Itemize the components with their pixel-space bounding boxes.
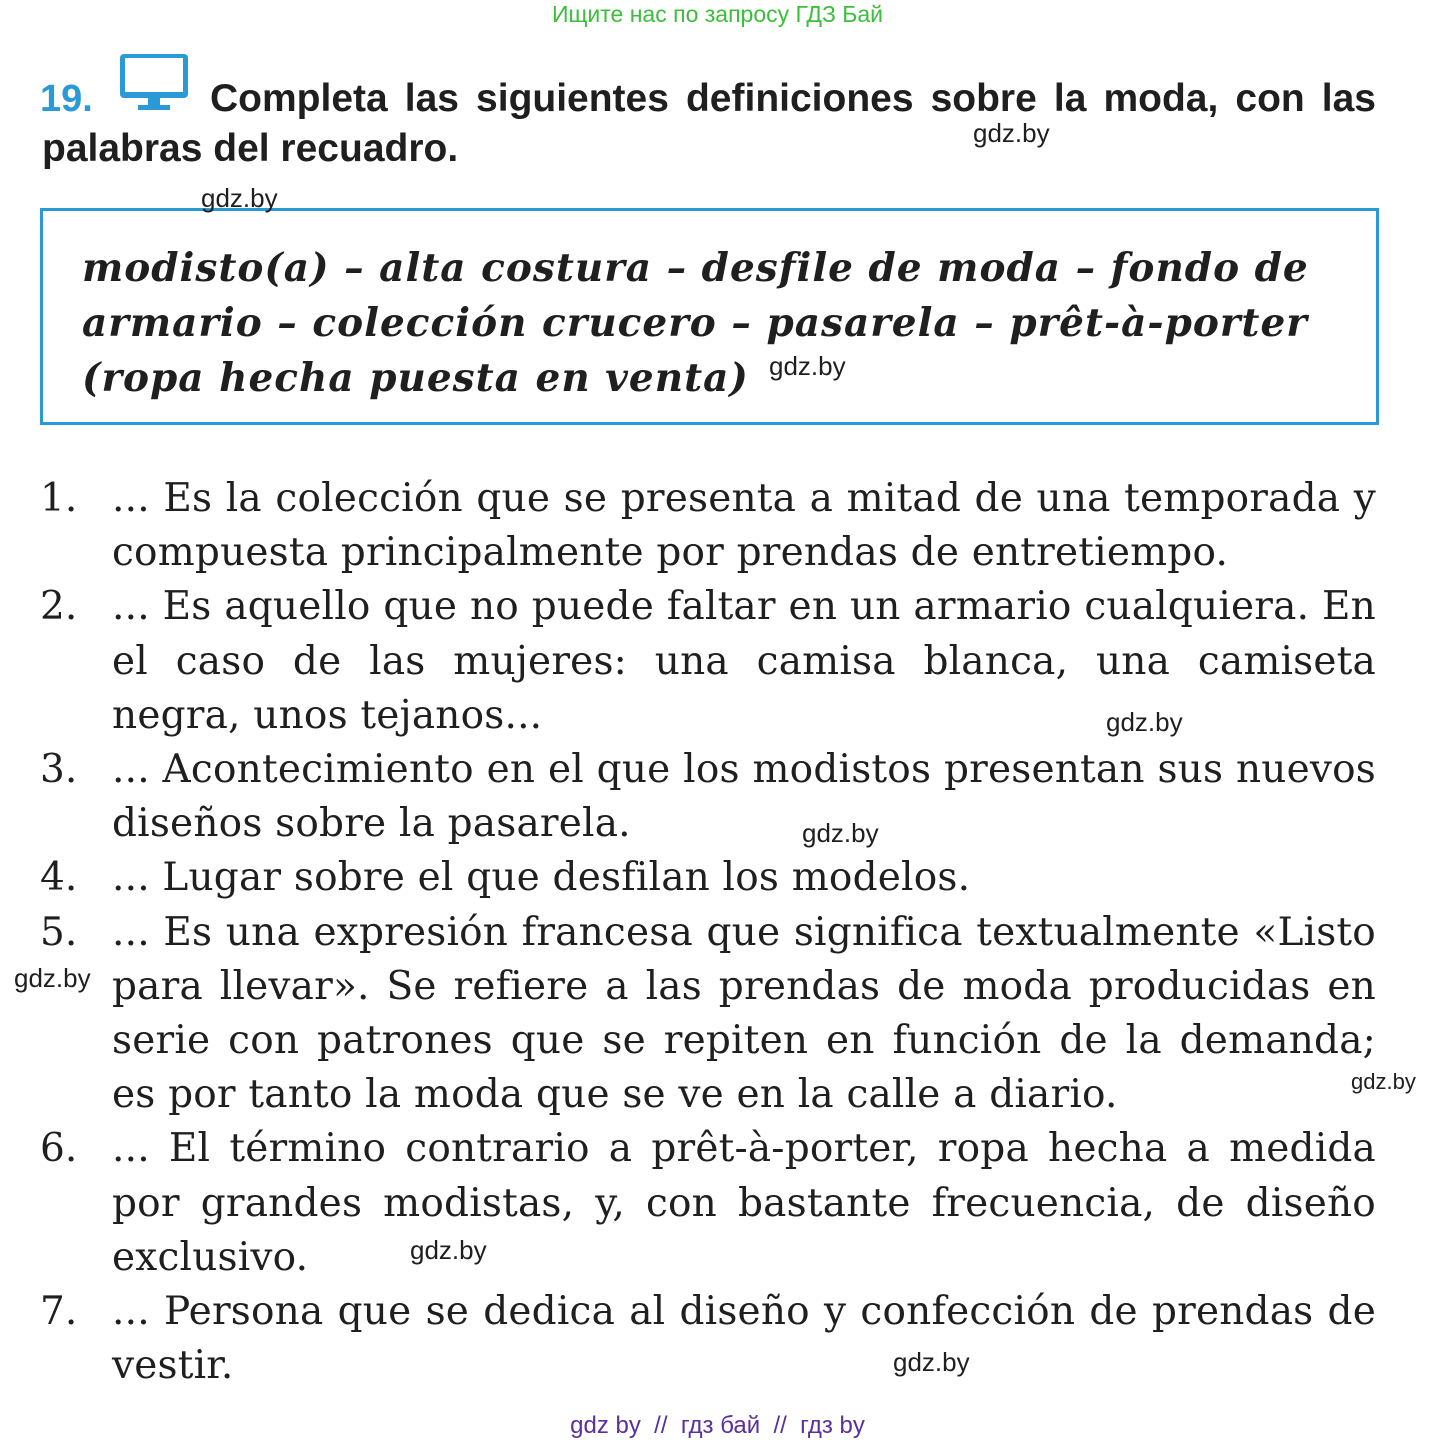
definition-text: ... Lugar sobre el que desfilan los modelos. — [112, 855, 971, 901]
watermark: gdz.by — [14, 963, 91, 993]
definition-item — [0, 743, 1435, 851]
definition-number: 1. — [40, 476, 78, 521]
watermark: gdz.by — [1351, 1069, 1416, 1094]
definition-text: ... Persona que se dedica al diseño y confección de prendas de vestir. — [112, 1289, 1376, 1389]
definition-item — [0, 851, 1435, 905]
watermark: gdz.by — [802, 818, 879, 848]
definition-number: 6. — [40, 1126, 78, 1172]
watermark: gdz.by — [201, 183, 278, 213]
definition-item — [0, 580, 1435, 743]
footer-links: gdz by // гдз бай // гдз by — [570, 1412, 865, 1439]
definition-item — [0, 1122, 1435, 1285]
definition-text: ... Es una expresión francesa que significa textualmente «Listo para llevar». Se refiere a las prendas de moda producidas en serie con patrones que se repiten en función de la demanda; es por tanto la moda que se ve en la calle a diario. — [112, 909, 1376, 1118]
definition-text: ... Es aquello que no puede faltar en un armario cualquiera. En el caso de las mujeres: una camisa blanca, una camiseta negra, unos tejanos... — [112, 584, 1376, 738]
watermark: gdz.by — [410, 1235, 487, 1265]
word-box-text: modisto(a) – alta costura – desfile de moda – fondo de armario – colección crucero – pasarela – prêt-à-porter (ropa hecha puesta en venta) — [82, 245, 1309, 401]
definition-item — [0, 472, 1435, 580]
definition-item — [0, 1285, 1435, 1393]
definition-number: 2. — [40, 584, 78, 630]
definition-number: 5. — [40, 909, 78, 955]
definition-text: ... Acontecimiento en el que los modistos presentan sus nuevos diseños sobre la pasarela. — [112, 747, 1376, 847]
word-box — [40, 208, 1379, 425]
definition-text: ... Es la colección que se presenta a mitad de una temporada y compuesta principalmente por prendas de entretiempo. — [112, 476, 1376, 576]
watermark: gdz.by — [973, 118, 1050, 148]
watermark: gdz.by — [893, 1347, 970, 1377]
definition-number: 4. — [40, 855, 78, 901]
definition-text: ... El término contrario a prêt-à-porter, ropa hecha a medida por grandes modistas, y, con bastante frecuencia, de diseño exclusivo. — [112, 1126, 1376, 1280]
watermark: gdz.by — [1106, 707, 1183, 737]
definition-number: 3. — [40, 747, 78, 793]
exercise-instruction: Completa las siguientes definiciones sobre la moda, con las palabras del recuadro. — [42, 77, 1376, 170]
definition-item — [0, 906, 1435, 1123]
exercise-number: 19. — [40, 78, 93, 120]
definition-number: 7. — [40, 1289, 78, 1335]
watermark: gdz.by — [769, 351, 846, 381]
definition-list — [0, 472, 1435, 1393]
top-banner: Ищите нас по запросу ГДЗ Бай — [551, 1, 884, 27]
